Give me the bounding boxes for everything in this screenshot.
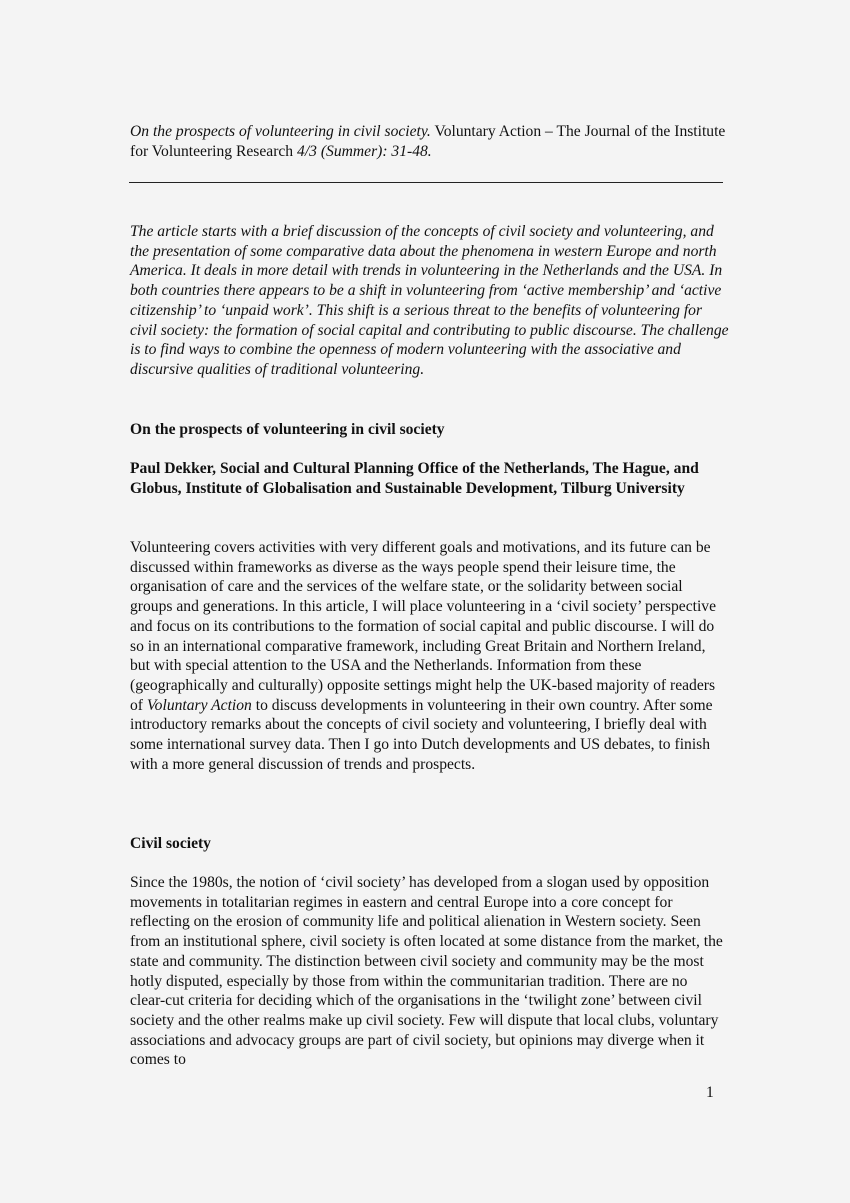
horizontal-divider xyxy=(129,182,723,183)
author-affiliations: Paul Dekker, Social and Cultural Planning Office of the Netherlands, The Hague, and Globus, Institute of Globalisation and Sustainable Development, Tilburg University xyxy=(130,460,699,497)
citation-title: On the prospects of volunteering in civil society. xyxy=(130,123,431,140)
article-title: On the prospects of volunteering in civil society xyxy=(130,421,445,438)
intro-text-before: Volunteering covers activities with very different goals and motivations, and its future can be discussed within frameworks as diverse as the ways people spend their leisure time, the organisation of care and the services of the welfare state, or the solidarity between social groups and generations. In this article, I will place volunteering in a ‘civil society’ perspective and focus on its contributions to the formation of social capital and public discourse. I will do so in an international comparative framework, including Great Britain and Northern Ireland, but with special attention to the USA and the Netherlands. Information from these (geographically and culturally) opposite settings might help the UK-based majority of readers of xyxy=(130,539,717,714)
citation-volume: 4/3 (Summer): 31-48. xyxy=(297,142,432,160)
intro-journal-name: Voluntary Action xyxy=(146,696,252,714)
section-heading: Civil society xyxy=(130,835,211,852)
citation xyxy=(130,122,730,161)
abstract: The article starts with a brief discussion of the concepts of civil society and volunteering, and the presentation of some comparative data about the phenomena in western Europe and north America. It deals in more detail with trends in volunteering in the Netherlands and the USA. In both countries there appears to be a shift in volunteering from ‘active membership’ and ‘active citizenship’ to ‘unpaid work’. This shift is a serious threat to the benefits of volunteering for civil society: the formation of social capital and contributing to public discourse. The challenge is to find ways to combine the openness of modern volunteering with the associative and discursive qualities of traditional volunteering. xyxy=(130,223,729,378)
civil-society-paragraph: Since the 1980s, the notion of ‘civil society’ has developed from a slogan used by opposition movements in totalitarian regimes in eastern and central Europe into a core concept for reflecting on the erosion of community life and political alienation in Western society. Seen from an institutional sphere, civil society is often located at some distance from the market, the state and community. The distinction between civil society and community may be the most hotly disputed, especially by those from within the communitarian tradition. There are no clear-cut criteria for deciding which of the organisations in the ‘twilight zone’ between civil society and the other realms make up civil society. Few will dispute that local clubs, voluntary associations and advocacy groups are part of civil society, but opinions may diverge when it comes to xyxy=(130,874,723,1069)
intro-text-after: to discuss developments in volunteering in their own country. After some introductory remarks about the concepts of civil society and volunteering, I briefly deal with some international survey data. Then I go into Dutch developments and US debates, to finish with a more general discussion of trends and prospects. xyxy=(130,696,713,773)
page-number: 1 xyxy=(706,1084,714,1101)
citation-journal: Voluntary Action – The Journal of the Institute for Volunteering Research xyxy=(130,123,726,160)
intro-paragraph xyxy=(130,538,726,774)
